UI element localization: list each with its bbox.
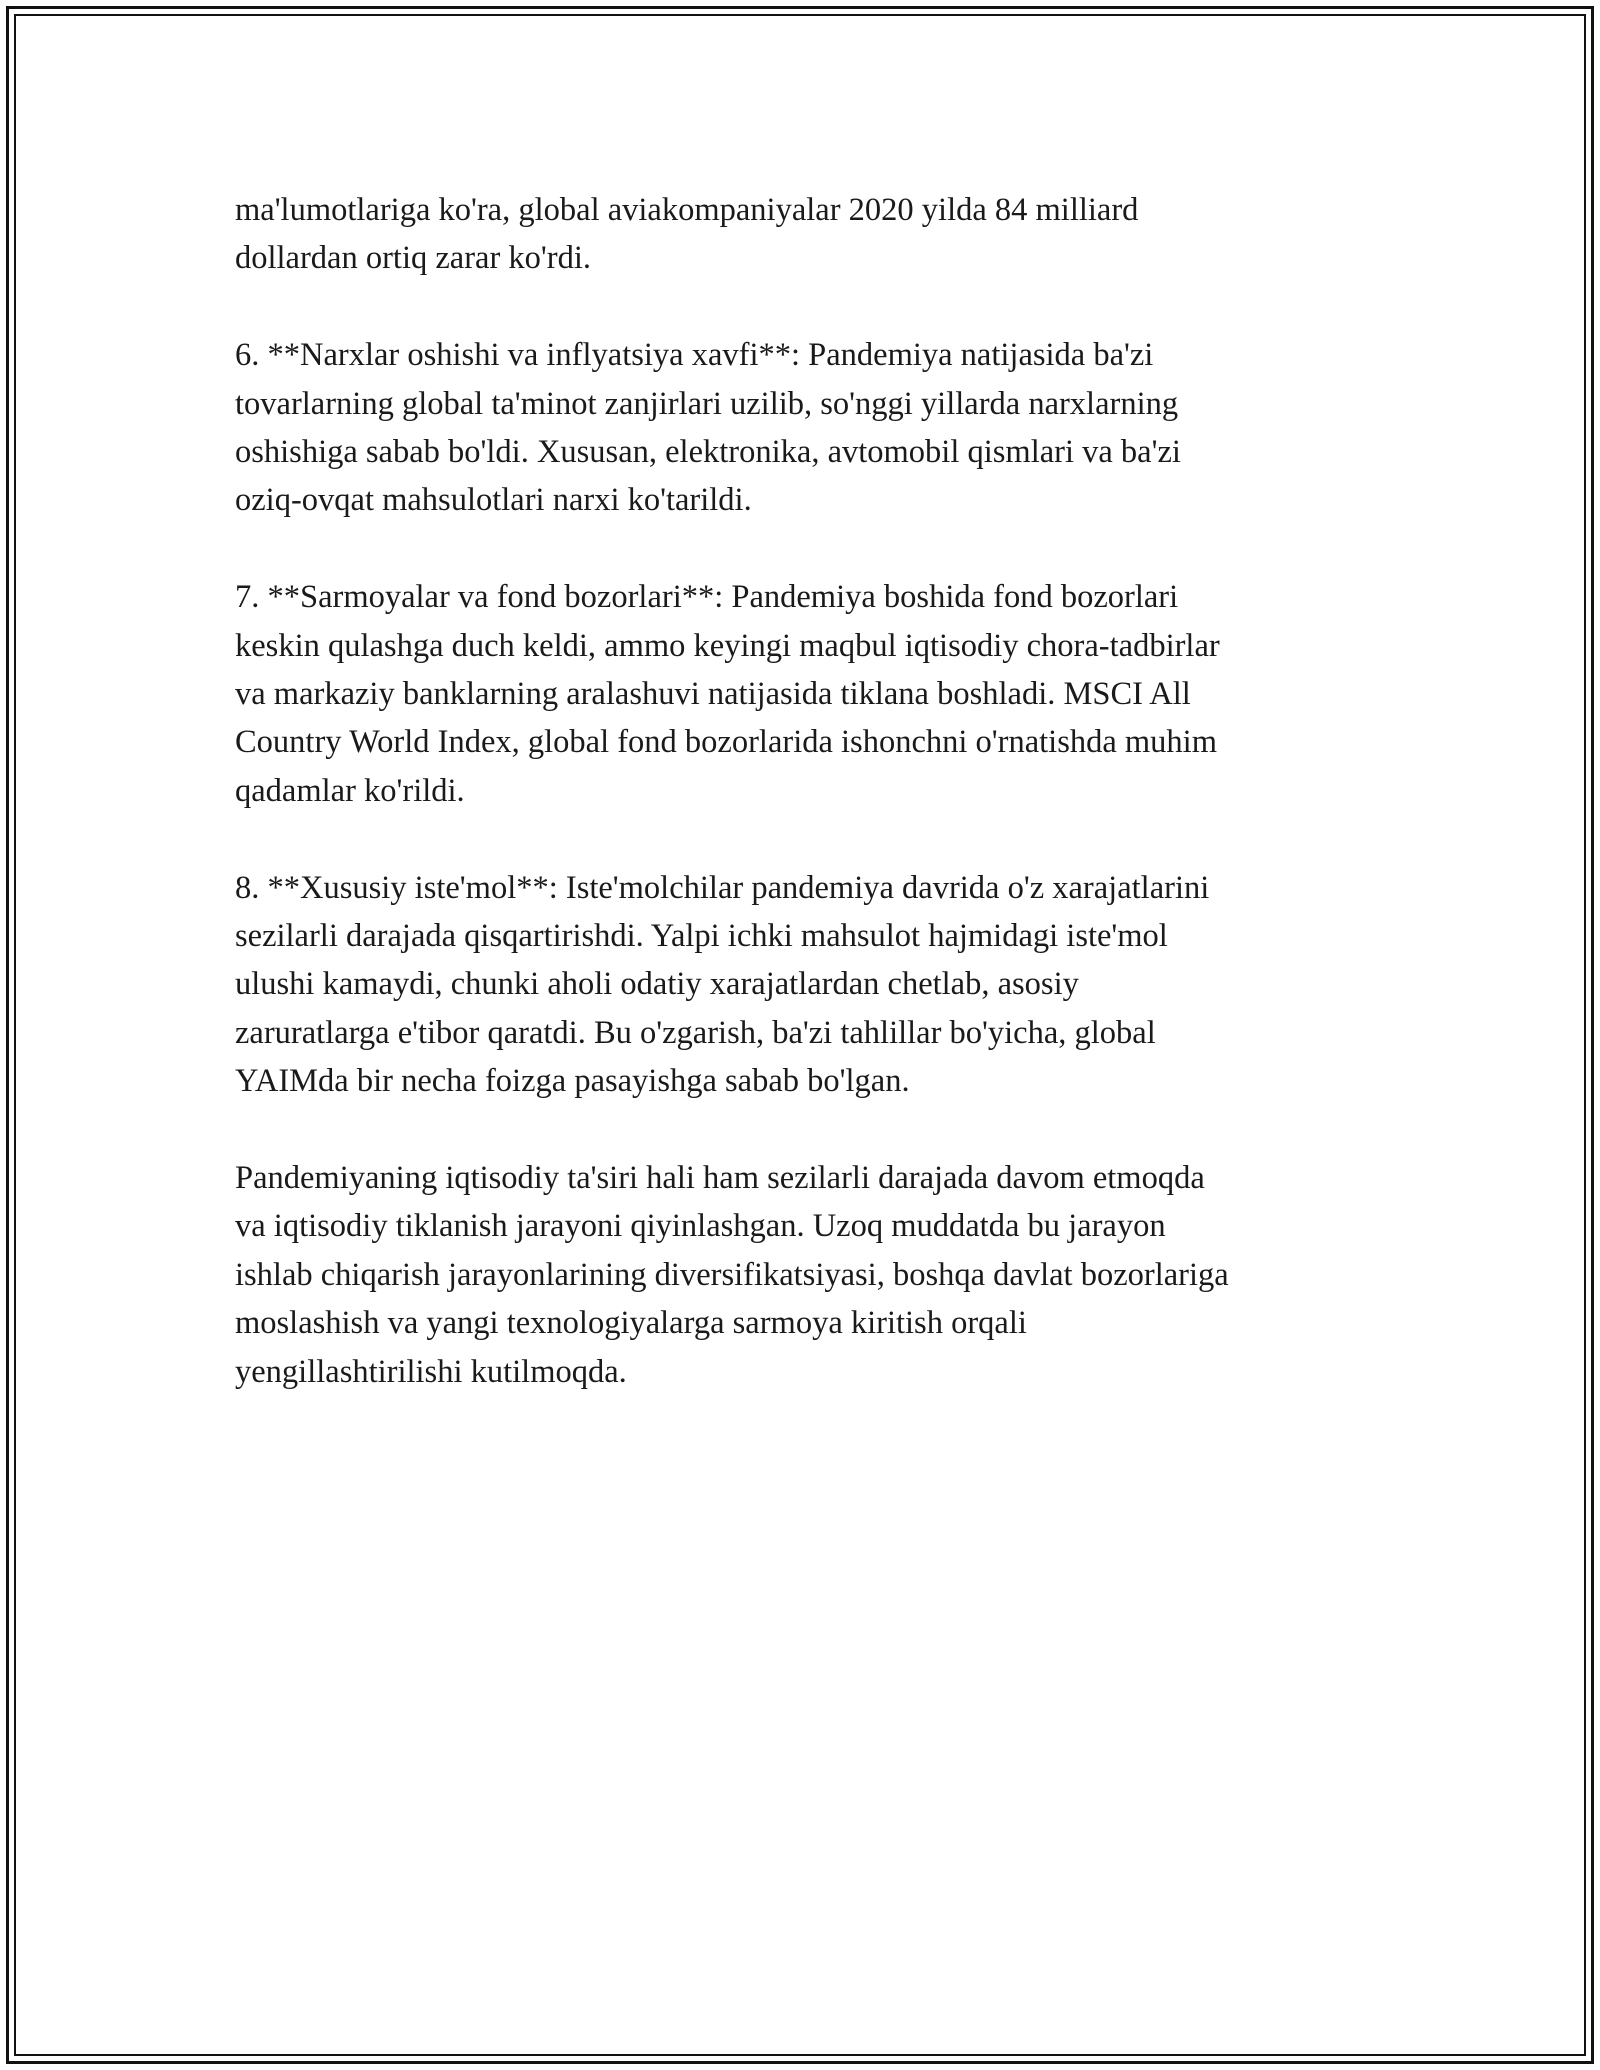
paragraph-airline-losses: ma'lumotlariga ko'ra, global aviakompaniyalar 2020 yilda 84 milliard dollardan ortiq zarar ko'rdi.	[235, 192, 1139, 277]
paragraph-investments-stock-markets: 7. **Sarmoyalar va fond bozorlari**: Pandemiya boshida fond bozorlari keskin qulashga duch keldi, ammo keyingi maqbul iqtisodiy chora-tadbirlar va markaziy banklarning aralashuvi natijasida tiklana boshladi. MSCI All Country World Index, global fond bozorlarida ishonchni o'rnatishda muhim qadamlar ko'rildi.	[235, 579, 1220, 809]
document-body	[235, 186, 1375, 1444]
paragraph-price-inflation: 6. **Narxlar oshishi va inflyatsiya xavfi**: Pandemiya natijasida ba'zi tovarlarning global ta'minot zanjirlari uzilib, so'nggi yillarda narxlarning oshishiga sabab bo'ldi. Xususan, elektronika, avtomobil qismlari va ba'zi oziq-ovqat mahsulotlari narxi ko'tarildi.	[235, 337, 1181, 519]
paragraph-private-consumption: 8. **Xususiy iste'mol**: Iste'molchilar pandemiya davrida o'z xarajatlarini sezilarli darajada qisqartirishdi. Yalpi ichki mahsulot hajmidagi iste'mol ulushi kamaydi, chunki aholi odatiy xarajatlardan chetlab, asosiy zaruratlarga e'tibor qaratdi. Bu o'zgarish, ba'zi tahlillar bo'yicha, global YAIMda bir necha foizga pasayishga sabab bo'lgan.	[235, 869, 1210, 1100]
paragraph-conclusion: Pandemiyaning iqtisodiy ta'siri hali ham sezilarli darajada davom etmoqda va iqtisodiy tiklanish jarayoni qiyinlashgan. Uzoq muddatda bu jarayon ishlab chiqarish jarayonlarining diversifikatsiyasi, boshqa davlat bozorlariga moslashish va yangi texnologiyalarga sarmoya kiritish orqali yengillashtirilishi kutilmoqda.	[235, 1160, 1229, 1390]
